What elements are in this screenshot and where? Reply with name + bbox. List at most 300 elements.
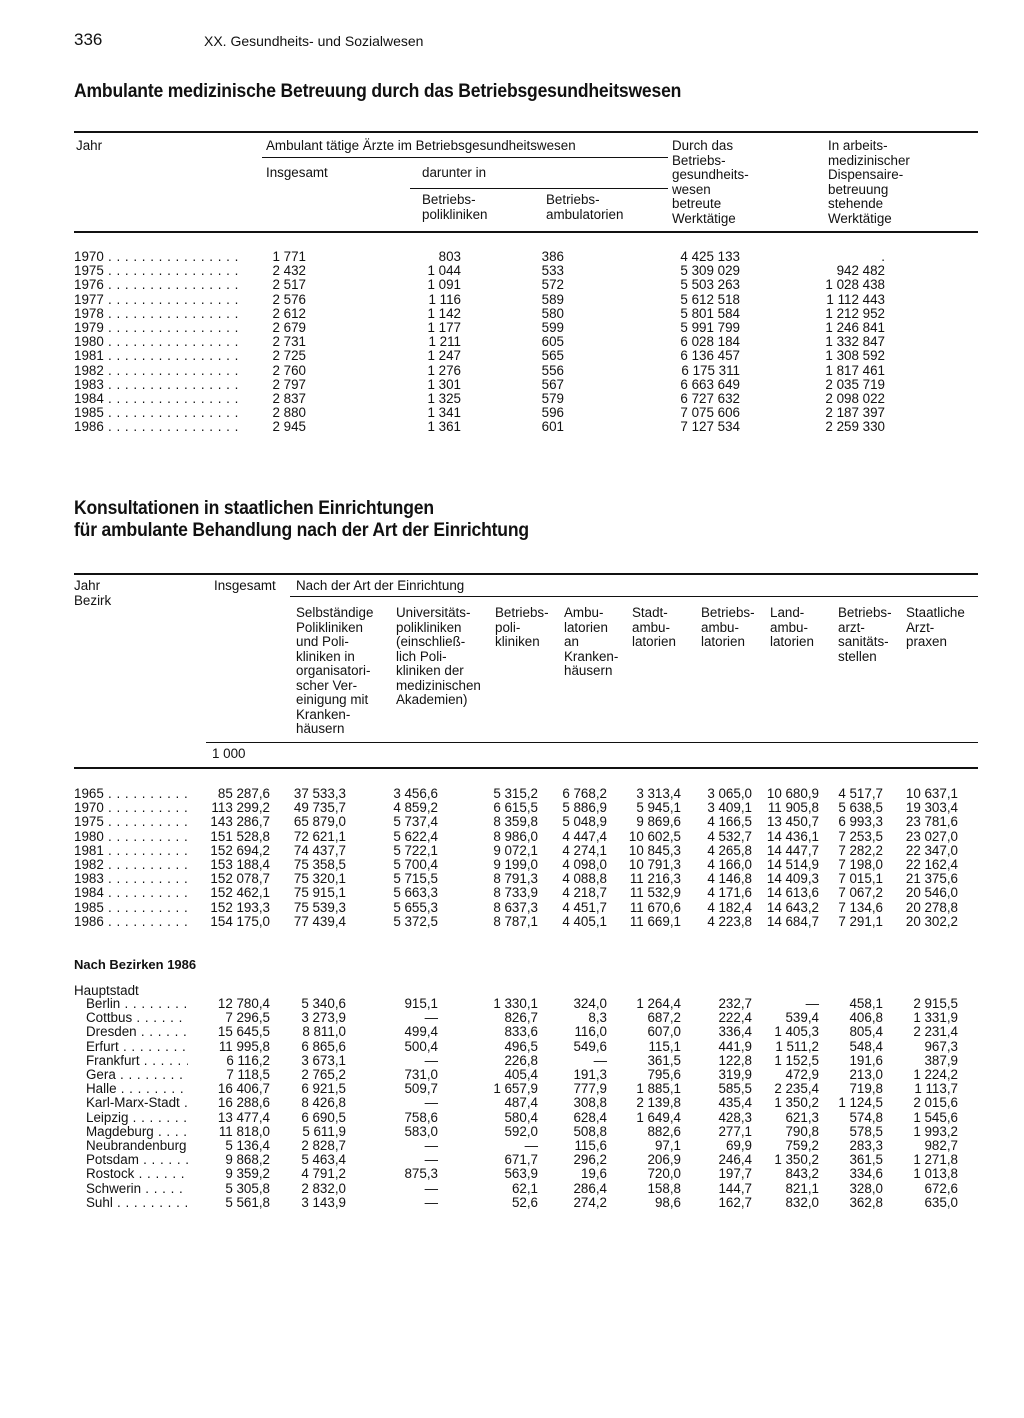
cell-betreute-werktaetige: 5 801 584 [680,305,740,321]
cell-stadtambulatorien: 10 602,5 [628,828,681,844]
cell-year: 1976 . . . [74,278,242,292]
cell-stadtambulatorien: 882,6 [647,1123,681,1139]
cell-insgesamt: 16 288,6 [217,1095,270,1111]
cell-staatliche-arztpraxen: 1 013,8 [913,1166,958,1182]
cell-label: 1984 . . . [74,886,188,900]
cell-betriebspolikliniken: 1 044 [427,263,461,279]
cell-stadtambulatorien: 3 313,4 [636,786,681,801]
cell-selbstaendige-polikliniken: 2 828,7 [301,1138,346,1153]
cell-betriebsambulatorien: 435,4 [718,1095,752,1111]
table-row [0,815,1024,829]
cell-betriebsambulatorien: 246,4 [718,1152,752,1168]
cell-ambulatorien-krankenhaeuser: 19,6 [580,1166,607,1182]
cell-universitaetspolikliniken: — [424,1138,438,1153]
cell-betriebsarztsanitaetsstellen: 548,4 [849,1038,883,1054]
cell-stadtambulatorien: 720,0 [647,1166,681,1182]
table1-title: Ambulante medizinische Betreuung durch das Betriebsgesundheitswesen [74,80,682,102]
cell-stadtambulatorien: 607,0 [647,1024,681,1040]
cell-betriebsarztsanitaetsstellen: 7 067,2 [838,885,883,901]
cell-year: 1980 . . . [74,335,242,349]
table-row [0,844,1024,858]
cell-universitaetspolikliniken: — [424,1152,438,1168]
cell-betriebspolikliniken: 487,4 [504,1095,538,1111]
cell-insgesamt: 2 576 [272,291,306,307]
cell-insgesamt: 152 694,2 [210,842,270,858]
cell-landambulatorien: 539,4 [785,1010,819,1026]
cell-insgesamt: 113 299,2 [211,800,270,816]
table-row [0,264,1024,278]
cell-betriebsambulatorien: 197,7 [718,1166,752,1182]
cell-year: 1982 . . . [74,364,242,378]
cell-selbstaendige-polikliniken: 3 673,1 [301,1052,346,1068]
table-row [0,1040,1024,1054]
cell-betriebspolikliniken: 1 211 [428,334,461,350]
cell-betriebspolikliniken: 1 361 [427,419,461,435]
cell-insgesamt: 152 462,1 [210,885,270,901]
cell-betriebspolikliniken: 9 199,0 [493,857,538,872]
cell-dispensaire: 1 308 592 [825,348,885,364]
table-row [0,1025,1024,1039]
cell-staatliche-arztpraxen: 20 302,2 [905,913,958,929]
header-universitaetspolikliniken: Universitäts- polikliniken (einschließ- lich Poli- kliniken der medizinischen Akademien) [396,605,481,707]
cell-insgesamt: 2 679 [272,320,306,335]
page-number: 336 [74,30,103,49]
cell-insgesamt: 2 612 [272,305,306,321]
cell-insgesamt: 5 136,4 [225,1138,270,1153]
cell-universitaetspolikliniken: 583,0 [404,1123,438,1139]
cell-dispensaire: 2 259 330 [825,419,885,435]
cell-landambulatorien: 14 447,7 [766,842,819,858]
table-row [0,307,1024,321]
cell-insgesamt: 16 406,7 [217,1081,270,1097]
cell-betreute-werktaetige: 5 612 518 [680,291,740,307]
cell-staatliche-arztpraxen: 22 162,4 [905,857,958,872]
cell-universitaetspolikliniken: 4 859,2 [393,800,438,816]
cell-betriebspolikliniken: 563,9 [504,1166,538,1182]
cell-insgesamt: 11 995,8 [218,1038,270,1054]
table-row [0,1082,1024,1096]
cell-year: 1986 . . . [74,420,242,434]
cell-stadtambulatorien: 97,1 [654,1138,681,1153]
cell-landambulatorien: 832,0 [785,1194,819,1210]
cell-stadtambulatorien: 98,6 [654,1194,681,1210]
header-landambulatorien: Land- ambu- latorien [770,605,814,649]
cell-betriebspolikliniken: 8 359,8 [493,814,538,830]
cell-betriebsarztsanitaetsstellen: 458,1 [849,996,883,1011]
cell-stadtambulatorien: 2 139,8 [636,1095,681,1111]
cell-betriebsambulatorien: 556 [541,362,564,378]
table-row [0,872,1024,886]
cell-betriebsarztsanitaetsstellen: 7 015,1 [838,871,883,887]
cell-year: 1970 . . . [74,250,242,264]
cell-insgesamt: 2 432 [272,263,306,279]
cell-label: Suhl . . . [86,1196,188,1210]
cell-betriebsambulatorien: 319,9 [718,1067,752,1082]
cell-ambulatorien-krankenhaeuser: 274,2 [573,1194,607,1210]
cell-label: 1980 . . . [74,830,188,844]
cell-dispensaire: 2 187 397 [825,405,885,421]
cell-betriebspolikliniken: 1 301 [427,376,461,392]
cell-ambulatorien-krankenhaeuser: 628,4 [573,1109,607,1125]
cell-insgesamt: 9 868,2 [225,1152,270,1168]
cell-betriebspolikliniken: 405,4 [504,1067,538,1082]
cell-ambulatorien-krankenhaeuser: 286,4 [573,1180,607,1196]
cell-landambulatorien: 11 905,8 [767,800,819,816]
cell-dispensaire: 1 028 438 [825,277,885,293]
cell-ambulatorien-krankenhaeuser: 296,2 [573,1152,607,1168]
table-row [0,1196,1024,1210]
cell-universitaetspolikliniken: 758,6 [404,1109,438,1125]
cell-betriebsambulatorien: 589 [541,291,564,307]
cell-selbstaendige-polikliniken: 4 791,2 [301,1166,346,1182]
cell-staatliche-arztpraxen: 1 271,8 [913,1152,958,1168]
cell-landambulatorien: 472,9 [785,1067,819,1082]
cell-insgesamt: 7 296,5 [225,1010,270,1026]
cell-betriebsambulatorien: 4 223,8 [707,913,752,929]
cell-staatliche-arztpraxen: 982,7 [924,1138,958,1153]
cell-landambulatorien: 621,3 [785,1109,819,1125]
cell-ambulatorien-krankenhaeuser: 777,9 [573,1081,607,1097]
cell-landambulatorien: 14 514,9 [766,857,819,872]
table-row [0,378,1024,392]
cell-insgesamt: 143 286,7 [210,814,270,830]
cell-staatliche-arztpraxen: 22 347,0 [905,842,958,858]
table2-header-rule [74,767,978,769]
cell-insgesamt: 9 359,2 [225,1166,270,1182]
cell-dispensaire: 1 246 841 [825,320,885,335]
cell-betreute-werktaetige: 7 127 534 [680,419,740,435]
cell-stadtambulatorien: 158,8 [647,1180,681,1196]
table2-top-rule [74,573,978,575]
cell-universitaetspolikliniken: 5 722,1 [393,842,438,858]
cell-year: 1975 . . . [74,264,242,278]
cell-stadtambulatorien: 115,1 [648,1038,681,1054]
cell-betriebsambulatorien: 232,7 [718,996,752,1011]
cell-betriebspolikliniken: 496,5 [504,1038,538,1054]
cell-staatliche-arztpraxen: 1 113,7 [914,1081,958,1097]
cell-insgesamt: 2 731 [272,334,306,350]
cell-betriebspolikliniken: 1 330,1 [493,996,538,1011]
cell-insgesamt: 2 945 [272,419,306,435]
cell-staatliche-arztpraxen: 2 231,4 [913,1024,958,1040]
cell-selbstaendige-polikliniken: 5 463,4 [301,1152,346,1168]
cell-ambulatorien-krankenhaeuser: 508,8 [573,1123,607,1139]
cell-staatliche-arztpraxen: 10 637,1 [905,786,958,801]
table-row [0,420,1024,434]
cell-selbstaendige-polikliniken: 49 735,7 [293,800,346,816]
cell-betriebsarztsanitaetsstellen: 719,8 [849,1081,883,1097]
cell-stadtambulatorien: 10 791,3 [628,857,681,872]
cell-insgesamt: 152 078,7 [210,871,270,887]
cell-betriebsambulatorien: 144,7 [718,1180,752,1196]
cell-betreute-werktaetige: 6 175 311 [681,362,740,378]
cell-betriebsambulatorien: 4 171,6 [707,885,752,901]
cell-betriebsarztsanitaetsstellen: 213,0 [849,1067,883,1082]
cell-universitaetspolikliniken: 500,4 [404,1038,438,1054]
cell-selbstaendige-polikliniken: 5 611,9 [302,1123,346,1139]
cell-selbstaendige-polikliniken: 75 358,5 [293,857,346,872]
table-row [0,364,1024,378]
table-row [0,406,1024,420]
cell-insgesamt: 12 780,4 [217,996,270,1011]
cell-betriebsarztsanitaetsstellen: 334,6 [849,1166,883,1182]
cell-betreute-werktaetige: 6 663 649 [680,376,740,392]
cell-betriebsambulatorien: 567 [541,376,564,392]
cell-betriebspolikliniken: 1 142 [427,305,461,321]
cell-betriebsambulatorien: 565 [541,348,564,364]
cell-betriebsambulatorien: 4 146,8 [707,871,752,887]
cell-betriebspolikliniken: — [524,1138,538,1153]
cell-ambulatorien-krankenhaeuser: 115,6 [574,1138,607,1153]
cell-betriebspolikliniken: 226,8 [504,1052,538,1068]
cell-betreute-werktaetige: 4 425 133 [680,249,740,264]
cell-betriebsambulatorien: 3 065,0 [707,786,752,801]
cell-staatliche-arztpraxen: 2 915,5 [913,996,958,1011]
cell-staatliche-arztpraxen: 20 546,0 [905,885,958,901]
cell-selbstaendige-polikliniken: 6 921,5 [301,1081,346,1097]
table-row [0,321,1024,335]
cell-betriebsambulatorien: 4 166,5 [707,814,752,830]
table-row [0,1153,1024,1167]
table1-header-rule [74,231,978,233]
cell-stadtambulatorien: 11 216,3 [629,871,681,887]
cell-year: 1984 . . . [74,392,242,406]
cell-betriebsarztsanitaetsstellen: 406,8 [849,1010,883,1026]
cell-betriebsambulatorien: 579 [541,391,564,406]
bezirke-heading: Nach Bezirken 1986 [74,957,197,972]
cell-betriebsarztsanitaetsstellen: 805,4 [849,1024,883,1040]
cell-stadtambulatorien: 11 532,9 [629,885,681,901]
cell-betriebsambulatorien: 222,4 [718,1010,752,1026]
cell-universitaetspolikliniken: 3 456,6 [393,786,438,801]
table-row [0,1068,1024,1082]
cell-year: 1978 . . . [74,307,242,321]
header-betriebspolikliniken: Betriebs- poli- kliniken [495,605,549,649]
table1-top-rule [74,131,978,133]
cell-stadtambulatorien: 11 670,6 [629,899,681,915]
cell-universitaetspolikliniken: 875,3 [404,1166,438,1182]
cell-betriebspolikliniken: 8 787,1 [493,913,538,929]
cell-label: 1983 . . . [74,872,188,886]
cell-label: Dresden . . . [86,1025,188,1039]
cell-stadtambulatorien: 687,2 [647,1010,681,1026]
cell-ambulatorien-krankenhaeuser: 4 218,7 [562,885,607,901]
cell-staatliche-arztpraxen: 672,6 [924,1180,958,1196]
header-insgesamt: Insgesamt [266,165,328,180]
cell-betriebsambulatorien: 4 182,4 [707,899,752,915]
cell-betriebspolikliniken: 8 637,3 [493,899,538,915]
cell-stadtambulatorien: 1 649,4 [636,1109,681,1125]
cell-insgesamt: 2 797 [272,376,306,392]
running-header: XX. Gesundheits- und Sozialwesen [204,33,424,49]
cell-betriebsambulatorien: 599 [541,320,564,335]
table-row [0,1182,1024,1196]
cell-universitaetspolikliniken: 731,0 [404,1067,438,1082]
cell-stadtambulatorien: 10 845,3 [628,842,681,858]
cell-label: Berlin . . . [86,997,188,1011]
cell-universitaetspolikliniken: 5 655,3 [393,899,438,915]
header-aerzte-group: Ambulant tätige Ärzte im Betriebsgesundheitswesen [266,138,576,153]
cell-label: Leipzig . . . [86,1111,188,1125]
cell-betriebsarztsanitaetsstellen: 7 198,0 [838,857,883,872]
cell-betriebspolikliniken: 8 791,3 [493,871,538,887]
cell-betriebsambulatorien: 386 [541,249,564,264]
header-betriebsarztsanitaetsstellen: Betriebs- arzt- sanitäts- stellen [838,605,892,664]
table-row [0,293,1024,307]
cell-ambulatorien-krankenhaeuser: 549,6 [573,1038,607,1054]
cell-stadtambulatorien: 206,9 [647,1152,681,1168]
cell-universitaetspolikliniken: — [424,1010,438,1026]
table-row [0,1139,1024,1153]
cell-year: 1983 . . . [74,378,242,392]
cell-universitaetspolikliniken: 915,1 [404,996,438,1011]
cell-insgesamt: 11 818,0 [218,1123,270,1139]
cell-betreute-werktaetige: 5 991 799 [680,320,740,335]
table-row [0,278,1024,292]
cell-betriebsambulatorien: 162,7 [718,1194,752,1210]
cell-staatliche-arztpraxen: 967,3 [924,1038,958,1054]
cell-stadtambulatorien: 1 264,4 [636,996,681,1011]
cell-betriebspolikliniken: 8 986,0 [493,828,538,844]
table-row [0,886,1024,900]
cell-selbstaendige-polikliniken: 74 437,7 [293,842,346,858]
cell-betriebspolikliniken: 833,6 [504,1024,538,1040]
cell-dispensaire: 1 112 443 [826,291,885,307]
cell-landambulatorien: 821,1 [785,1180,819,1196]
cell-insgesamt: 7 118,5 [226,1067,270,1082]
cell-betriebsambulatorien: 596 [541,405,564,421]
cell-dispensaire: 1 332 847 [825,334,885,350]
table-row [0,858,1024,872]
cell-ambulatorien-krankenhaeuser: 4 088,8 [562,871,607,887]
cell-betriebsarztsanitaetsstellen: 7 134,6 [838,899,883,915]
cell-landambulatorien: 1 405,3 [774,1024,819,1040]
cell-selbstaendige-polikliniken: 3 143,9 [301,1194,346,1210]
cell-betreute-werktaetige: 5 309 029 [680,263,740,279]
cell-universitaetspolikliniken: 5 700,4 [393,857,438,872]
cell-stadtambulatorien: 5 945,1 [636,800,681,816]
header-betriebsambulatorien: Betriebs- ambulatorien [546,192,624,222]
header-art-group: Nach der Art der Einrichtung [296,578,465,593]
cell-betriebsarztsanitaetsstellen: 361,5 [849,1152,883,1168]
cell-betriebspolikliniken: 5 315,2 [493,786,538,801]
table2-title-line1: Konsultationen in staatlichen Einrichtungen [74,497,434,519]
cell-betriebsambulatorien: 336,4 [718,1024,752,1040]
cell-dispensaire: . [881,249,885,264]
cell-betriebsambulatorien: 580 [541,305,564,321]
cell-label: Rostock . . . [86,1167,188,1181]
cell-label: Magdeburg . . . [86,1125,188,1139]
cell-betriebsarztsanitaetsstellen: 578,5 [849,1123,883,1139]
table-row [0,1167,1024,1181]
table-row [0,335,1024,349]
cell-stadtambulatorien: 11 669,1 [629,913,681,929]
cell-betriebsambulatorien: 3 409,1 [707,800,752,816]
cell-insgesamt: 2 760 [272,362,306,378]
cell-landambulatorien: 759,2 [785,1138,819,1153]
cell-landambulatorien: 2 235,4 [774,1081,819,1097]
cell-dispensaire: 1 212 952 [825,305,885,321]
cell-selbstaendige-polikliniken: 3 273,9 [301,1010,346,1026]
cell-betriebsambulatorien: 572 [541,277,564,293]
cell-universitaetspolikliniken: 5 372,5 [393,913,438,929]
cell-stadtambulatorien: 9 869,6 [636,814,681,830]
header-staatliche-arztpraxen: Staatliche Arzt- praxen [906,605,965,649]
header-darunter: darunter in [422,165,487,180]
cell-label: 1975 . . . [74,815,188,829]
cell-betriebsarztsanitaetsstellen: 191,6 [849,1052,883,1068]
header-dispensaire: In arbeits- medizinischer Dispensaire- betreuung stehende Werktätige [828,138,910,226]
cell-universitaetspolikliniken: 5 737,4 [393,814,438,830]
cell-insgesamt: 2 837 [272,391,306,406]
cell-landambulatorien: 1 350,2 [774,1095,819,1111]
table-row [0,250,1024,264]
cell-ambulatorien-krankenhaeuser: 4 451,7 [562,899,607,915]
cell-label: 1985 . . . [74,901,188,915]
header-insgesamt: Insgesamt [214,578,276,593]
table-row [0,787,1024,801]
cell-selbstaendige-polikliniken: 2 832,0 [301,1180,346,1196]
cell-staatliche-arztpraxen: 387,9 [924,1052,958,1068]
cell-landambulatorien: 14 684,7 [766,913,819,929]
cell-betriebspolikliniken: 1 091 [427,277,461,293]
cell-dispensaire: 942 482 [836,263,885,279]
cell-betriebsambulatorien: 601 [541,419,564,435]
cell-staatliche-arztpraxen: 635,0 [924,1194,958,1210]
cell-selbstaendige-polikliniken: 72 621,1 [293,828,346,844]
table-row [0,901,1024,915]
cell-selbstaendige-polikliniken: 6 690,5 [301,1109,346,1125]
cell-betriebsarztsanitaetsstellen: 4 517,7 [838,786,883,801]
cell-insgesamt: 154 175,0 [210,913,270,929]
cell-universitaetspolikliniken: — [424,1180,438,1196]
cell-landambulatorien: 14 643,2 [766,899,819,915]
cell-label: Erfurt . . . [86,1040,188,1054]
cell-betreute-werktaetige: 6 136 457 [680,348,740,364]
cell-universitaetspolikliniken: — [424,1095,438,1111]
cell-betriebspolikliniken: 1 657,9 [493,1081,538,1097]
cell-label: 1965 . . . [74,787,188,801]
header-jahr: Jahr [76,138,103,153]
cell-betriebsambulatorien: 4 166,0 [707,857,752,872]
cell-betriebsarztsanitaetsstellen: 1 124,5 [838,1095,883,1111]
cell-selbstaendige-polikliniken: 75 915,1 [293,885,346,901]
cell-selbstaendige-polikliniken: 77 439,4 [293,913,346,929]
cell-universitaetspolikliniken: — [424,1194,438,1210]
cell-selbstaendige-polikliniken: 5 340,6 [301,996,346,1011]
cell-betriebsambulatorien: 428,3 [718,1109,752,1125]
cell-insgesamt: 15 645,5 [217,1024,270,1040]
cell-dispensaire: 1 817 461 [825,362,885,378]
cell-ambulatorien-krankenhaeuser: 4 098,0 [562,857,607,872]
cell-betriebspolikliniken: 803 [438,249,461,264]
cell-insgesamt: 13 477,4 [217,1109,270,1125]
cell-betriebsambulatorien: 277,1 [718,1123,752,1139]
cell-landambulatorien: 1 511,2 [775,1038,819,1054]
cell-landambulatorien: 1 152,5 [774,1052,819,1068]
hauptstadt-label: Hauptstadt [74,983,139,998]
table-row [0,801,1024,815]
cell-label: Cottbus . . . [86,1011,188,1025]
cell-insgesamt: 153 188,4 [210,857,270,872]
cell-betriebsarztsanitaetsstellen: 574,8 [849,1109,883,1125]
table-row [0,915,1024,929]
cell-insgesamt: 2 517 [272,277,306,293]
cell-landambulatorien: 14 409,3 [766,871,819,887]
cell-landambulatorien: — [805,996,819,1011]
cell-label: Potsdam . . . [86,1153,188,1167]
cell-betreute-werktaetige: 7 075 606 [680,405,740,421]
